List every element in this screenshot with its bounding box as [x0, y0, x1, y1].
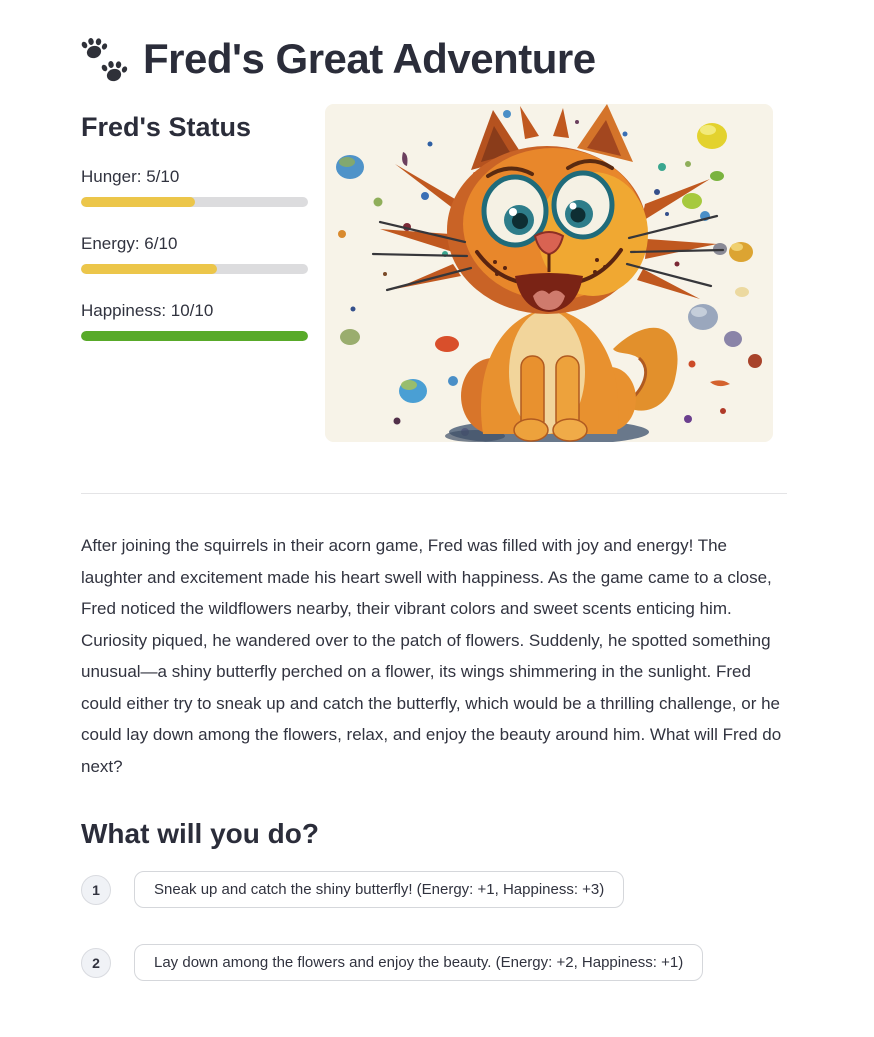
stat-label-happiness: Happiness: 10/10 — [81, 301, 214, 320]
option-row-2 — [81, 944, 787, 981]
option-number-badge: 1 — [81, 875, 111, 905]
option-button-1[interactable]: Sneak up and catch the shiny butterfly! (Energy: +1, Happiness: +3) — [134, 871, 624, 908]
progress-fill-happiness — [81, 331, 308, 341]
option-row-1 — [81, 871, 787, 908]
status-and-image-row — [81, 104, 787, 442]
stat-label-hunger: Hunger: 5/10 — [81, 167, 180, 186]
header — [81, 34, 787, 84]
option-number-badge: 2 — [81, 948, 111, 978]
page-title: Fred's Great Adventure — [143, 35, 596, 82]
story-paragraph: After joining the squirrels in their acorn game, Fred was filled with joy and energy! The laughter and excitement made his heart swell with happiness. As the game came to a close, Fred noticed the wildflowers nearby, their vibrant colors and sweet scents enticing him. Curiosity piqued, he wandered over to the patch of flowers. Suddenly, he spotted something unusual—a shiny butterfly perched on a flower, its wings shimmering in the sunlight. Fred could either try to sneak up and catch the butterfly, which would be a thrilling challenge, or he could lay down among the flowers, relax, and enjoy the beauty around him. What will Fred do next? — [81, 536, 782, 776]
cat-image-frame — [325, 104, 773, 442]
stat-energy — [81, 234, 308, 274]
choices-heading: What will you do? — [81, 818, 319, 849]
progress-track-energy — [81, 264, 308, 274]
cat-illustration — [325, 104, 773, 442]
progress-fill-energy — [81, 264, 217, 274]
stat-label-energy: Energy: 6/10 — [81, 234, 178, 253]
options-list — [81, 871, 787, 981]
progress-fill-hunger — [81, 197, 195, 207]
progress-track-hunger — [81, 197, 308, 207]
paw-prints-icon — [81, 38, 129, 84]
status-heading: Fred's Status — [81, 112, 251, 142]
status-panel — [81, 104, 308, 442]
stat-hunger — [81, 167, 308, 207]
progress-track-happiness — [81, 331, 308, 341]
section-divider — [81, 493, 787, 494]
option-button-2[interactable]: Lay down among the flowers and enjoy the beauty. (Energy: +2, Happiness: +1) — [134, 944, 703, 981]
stat-happiness — [81, 301, 308, 341]
